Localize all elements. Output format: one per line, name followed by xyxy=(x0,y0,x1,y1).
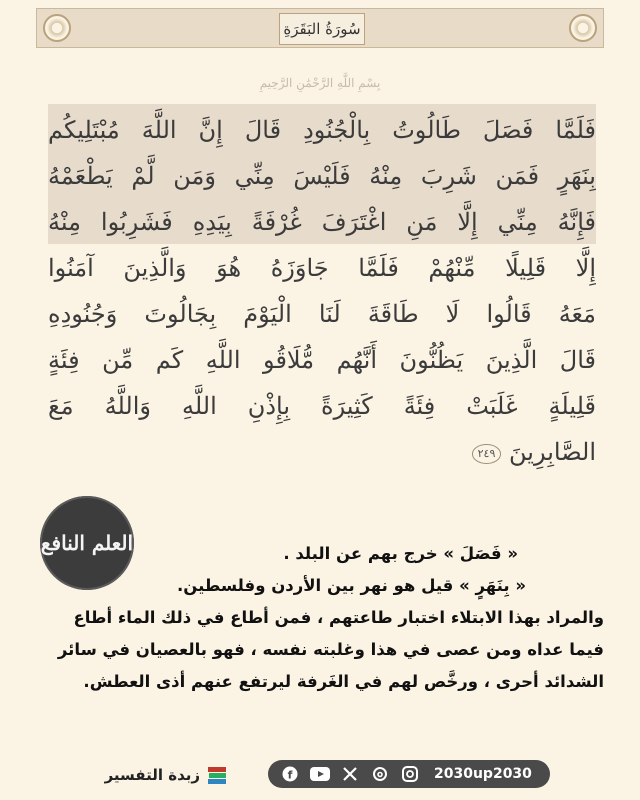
threads-icon[interactable] xyxy=(370,764,390,784)
commentary-line: فيما عداه ومن عصى في هذا وغلبته نفسه ، فهو بالعصيان في سائر xyxy=(57,640,604,659)
logo: العلم النافع xyxy=(40,496,134,590)
commentary-line: والمراد بهذا الابتلاء اختبار طاعتهم ، فمن أطاع في ذلك الماء أطاع xyxy=(73,608,604,627)
verse-line: مَعَهُ قَالُوا لَا طَاقَةَ لَنَا الْيَوْمَ بِجَالُوتَ وَجُنُودِهِ xyxy=(48,300,596,328)
rosette-ornament-right xyxy=(569,14,597,42)
social-bar xyxy=(268,760,550,788)
surah-header-frame xyxy=(36,8,604,48)
verse-line: فَلَمَّا فَصَلَ طَالُوتُ بِالْجُنُودِ قَالَ إِنَّ اللَّهَ مُبْتَلِيكُم xyxy=(48,116,596,144)
verse-line: قَلِيلَةٍ غَلَبَتْ فِئَةً كَثِيرَةً بِإِذْنِ اللَّهِ وَاللَّهُ مَعَ xyxy=(48,392,596,420)
basmala: بِسْمِ اللَّهِ الرَّحْمَٰنِ الرَّحِيمِ xyxy=(259,76,381,90)
verse-line: بِنَهَرٍ فَمَن شَرِبَ مِنْهُ فَلَيْسَ مِنِّي وَمَن لَّمْ يَطْعَمْهُ xyxy=(48,162,596,190)
social-handle[interactable]: 2030up2030 xyxy=(434,766,532,782)
commentary xyxy=(36,538,604,698)
verse-line: إِلَّا قَلِيلًا مِّنْهُمْ فَلَمَّا جَاوَزَهُ هُوَ وَالَّذِينَ آمَنُوا xyxy=(48,254,596,282)
commentary-line: الشدائد أحرى ، ورخَّص لهم في الغَرفة ليرتفع عنهم أذى العطش. xyxy=(83,672,604,691)
instagram-icon[interactable] xyxy=(400,764,420,784)
youtube-icon[interactable] xyxy=(310,764,330,784)
ayah-number: ٢٤٩ xyxy=(472,444,502,464)
surah-title: سُورَةُ البَقَرَةِ xyxy=(279,13,365,45)
books-icon xyxy=(206,764,228,786)
brand-name: زبدة التفسير xyxy=(104,766,200,784)
x-icon[interactable] xyxy=(340,764,360,784)
svg-text:f: f xyxy=(287,768,293,782)
verse-line-last xyxy=(48,430,596,474)
commentary-line: « بِنَهَرٍ » قيل هو نهر بين الأردن وفلسطين. xyxy=(176,576,526,595)
verse-line: قَالَ الَّذِينَ يَظُنُّونَ أَنَّهُم مُّلَاقُو اللَّهِ كَم مِّن فِئَةٍ xyxy=(48,346,596,374)
commentary-line: « فَصَلَ » خرج بهم عن البلد . xyxy=(283,544,518,563)
verse-line-text: الصَّابِرِينَ xyxy=(509,438,596,466)
rosette-ornament-left xyxy=(43,14,71,42)
verse-line: فَإِنَّهُ مِنِّي إِلَّا مَنِ اغْتَرَفَ غُرْفَةً بِيَدِهِ فَشَرِبُوا مِنْهُ xyxy=(48,208,596,236)
brand xyxy=(88,762,228,788)
facebook-icon[interactable] xyxy=(280,764,300,784)
footer xyxy=(0,752,640,792)
verses-block xyxy=(48,104,596,464)
